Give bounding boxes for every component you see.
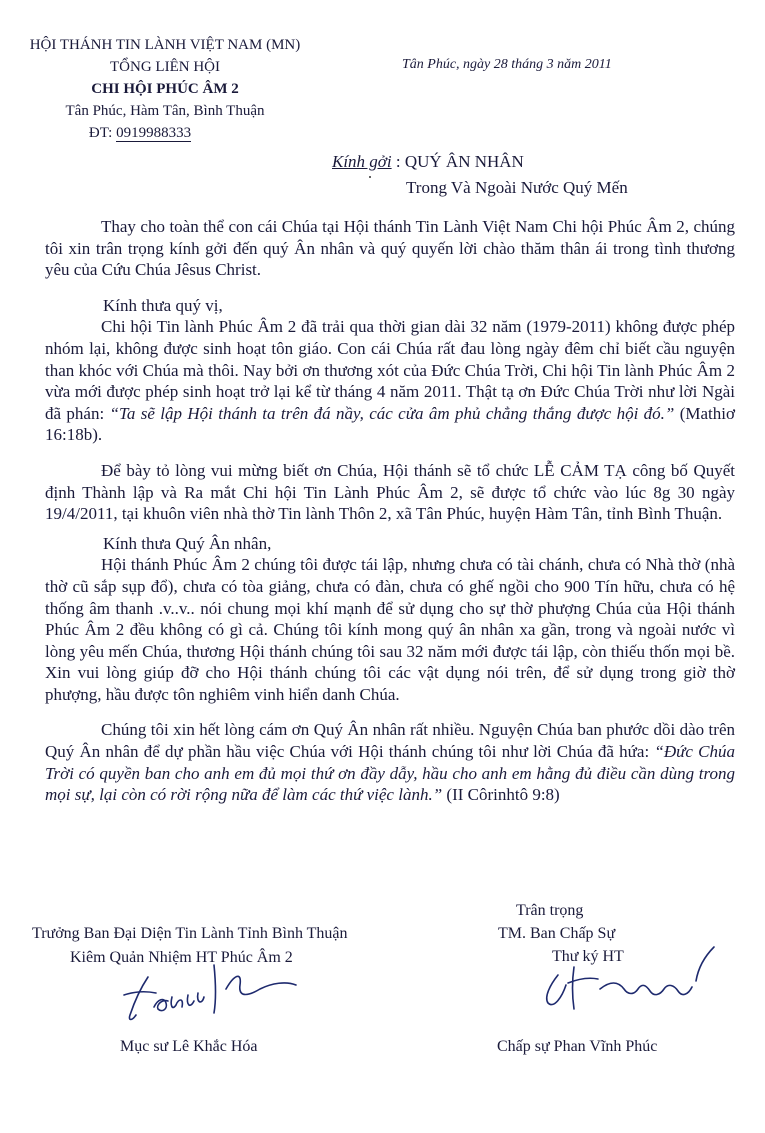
org-name: HỘI THÁNH TIN LÀNH VIỆT NAM (MN) bbox=[29, 37, 301, 53]
closing-phrase: Trân trọng bbox=[516, 902, 584, 919]
paragraph-ceremony: Để bày tỏ lòng vui mừng biết ơn Chúa, Hội thánh sẽ tổ chức LỄ CẢM TẠ công bố Quyết định Thành lập và Ra mắt Chi hội Tin Lành Phúc Âm 2, sẽ được tổ chức vào lúc 8g 30 ngày 19/4/2011, tại khuôn viên nhà thờ Tin lành Thôn 2, xã Tân Phúc, huyện Hàm Tân, tỉnh Bình Thuận. bbox=[45, 460, 735, 524]
letterhead bbox=[0, 34, 330, 144]
scripture-ref-2: (II Côrinhtô 9:8) bbox=[442, 785, 560, 805]
paragraph-thanks bbox=[45, 719, 735, 805]
scripture-ref-1: (Mathiơ 16:18b). bbox=[45, 403, 735, 445]
greeting-2: Kính thưa Quý Ân nhân, bbox=[103, 533, 272, 553]
left-title-2: Kiêm Quản Nhiệm HT Phúc Âm 2 bbox=[70, 949, 293, 966]
letter-body bbox=[45, 216, 735, 806]
recipient-block bbox=[332, 149, 628, 201]
greeting-1: Kính thưa quý vị, bbox=[103, 295, 223, 315]
left-signature bbox=[110, 955, 310, 1035]
left-signatory-name: Mục sư Lê Khắc Hóa bbox=[120, 1038, 258, 1055]
paragraph-intro: Thay cho toàn thể con cái Chúa tại Hội thánh Tin Lành Việt Nam Chi hội Phúc Âm 2, chúng tôi xin trân trọng kính gởi đến quý Ân nhân và quý quyến lời chào thăm thân ái trong tình thương yêu của Cứu Chúa Jêsus Christ. bbox=[45, 217, 735, 280]
right-signature bbox=[528, 945, 728, 1030]
scripture-quote-1: “Ta sẽ lập Hội thánh ta trên đá nầy, các cửa âm phủ chẳng thắng được hội đó.” bbox=[109, 403, 675, 423]
paragraph-needs: Hội thánh Phúc Âm 2 chúng tôi được tái lập, nhưng chưa có tài chánh, chưa có Nhà thờ (nhà thờ cũ sắp sụp đổ), chưa có tòa giảng, chưa có đàn, chưa có ghế ngồi cho 900 Tín hữu, chưa có hệ thống âm thanh .v..v.. nói chung mọi khí mạnh để sử dụng cho sự thờ phượng Chúa của Hội thánh Phúc Âm 2 đều không có gì cả. Chúng tôi kính mong quý ân nhân xa gần, trong và ngoài nước vì lòng yêu mến Chúa, thương Hội thánh chúng tôi sau 32 năm mới được tái lập, còn thiếu thốn mọi bề. Xin vui lòng giúp đỡ cho Hội thánh chúng tôi các vật dụng nói trên, để sử dụng trong giờ thờ phượng, hầu được tôn nghiêm vinh hiển danh Chúa. bbox=[45, 555, 735, 704]
right-title-1: TM. Ban Chấp Sự bbox=[498, 925, 616, 942]
branch-address: Tân Phúc, Hàm Tân, Bình Thuận bbox=[65, 103, 265, 119]
letter-date: Tân Phúc, ngày 28 tháng 3 năm 2011 bbox=[402, 57, 612, 72]
recipient-separator: : bbox=[391, 152, 405, 171]
paragraph-thanks-text: Chúng tôi xin hết lòng cám ơn Quý Ân nhân rất nhiều. Nguyện Chúa ban phước dồi dào trên Quý Ân nhân để dự phần hầu việc Chúa với Hội thánh chúng tôi như lời Chúa đã hứa: bbox=[45, 720, 735, 762]
org-subtitle: TỔNG LIÊN HỘI bbox=[110, 59, 220, 75]
phone-number: 0919988333 bbox=[116, 125, 192, 141]
paragraph-history bbox=[45, 316, 735, 446]
recipient-name: QUÝ ÂN NHÂN bbox=[404, 152, 524, 171]
phone-line bbox=[0, 122, 330, 144]
scan-speck bbox=[369, 176, 371, 178]
right-signatory-name: Chấp sự Phan Vĩnh Phúc bbox=[497, 1038, 658, 1055]
scripture-quote-2: “Đức Chúa Trời có quyền ban cho anh em đủ mọi thứ ơn đầy dẫy, hầu cho anh em hằng đủ điều cần dùng trong mọi sự, lại còn có rời rộng nữa để làm các thứ việc lành.” bbox=[45, 742, 735, 805]
left-title-1: Trưởng Ban Đại Diện Tin Lành Tỉnh Bình Thuận bbox=[32, 925, 348, 942]
right-title-2: Thư ký HT bbox=[552, 948, 624, 965]
recipient-line2: Trong Và Ngoài Nước Quý Mến bbox=[406, 178, 628, 197]
phone-label: ĐT: bbox=[88, 125, 117, 141]
recipient-label: Kính gởi bbox=[332, 152, 392, 171]
branch-name: CHI HỘI PHÚC ÂM 2 bbox=[91, 81, 239, 97]
paragraph-history-text: Chi hội Tin lành Phúc Âm 2 đã trải qua thời gian dài 32 năm (1979-2011) không được phép nhóm lại, không được sinh hoạt tôn giáo. Con cái Chúa rất đau lòng ngày đêm chỉ biết cầu nguyện than khóc với Chúa mà thôi. Nay bởi ơn thương xót của Đức Chúa Trời, Chi hội Tin lành Phúc Âm 2 vừa mới được phép sinh hoạt trở lại kể từ tháng 4 năm 2011. Thật tạ ơn Đức Chúa Trời như lời Ngài đã phán: bbox=[45, 317, 735, 423]
